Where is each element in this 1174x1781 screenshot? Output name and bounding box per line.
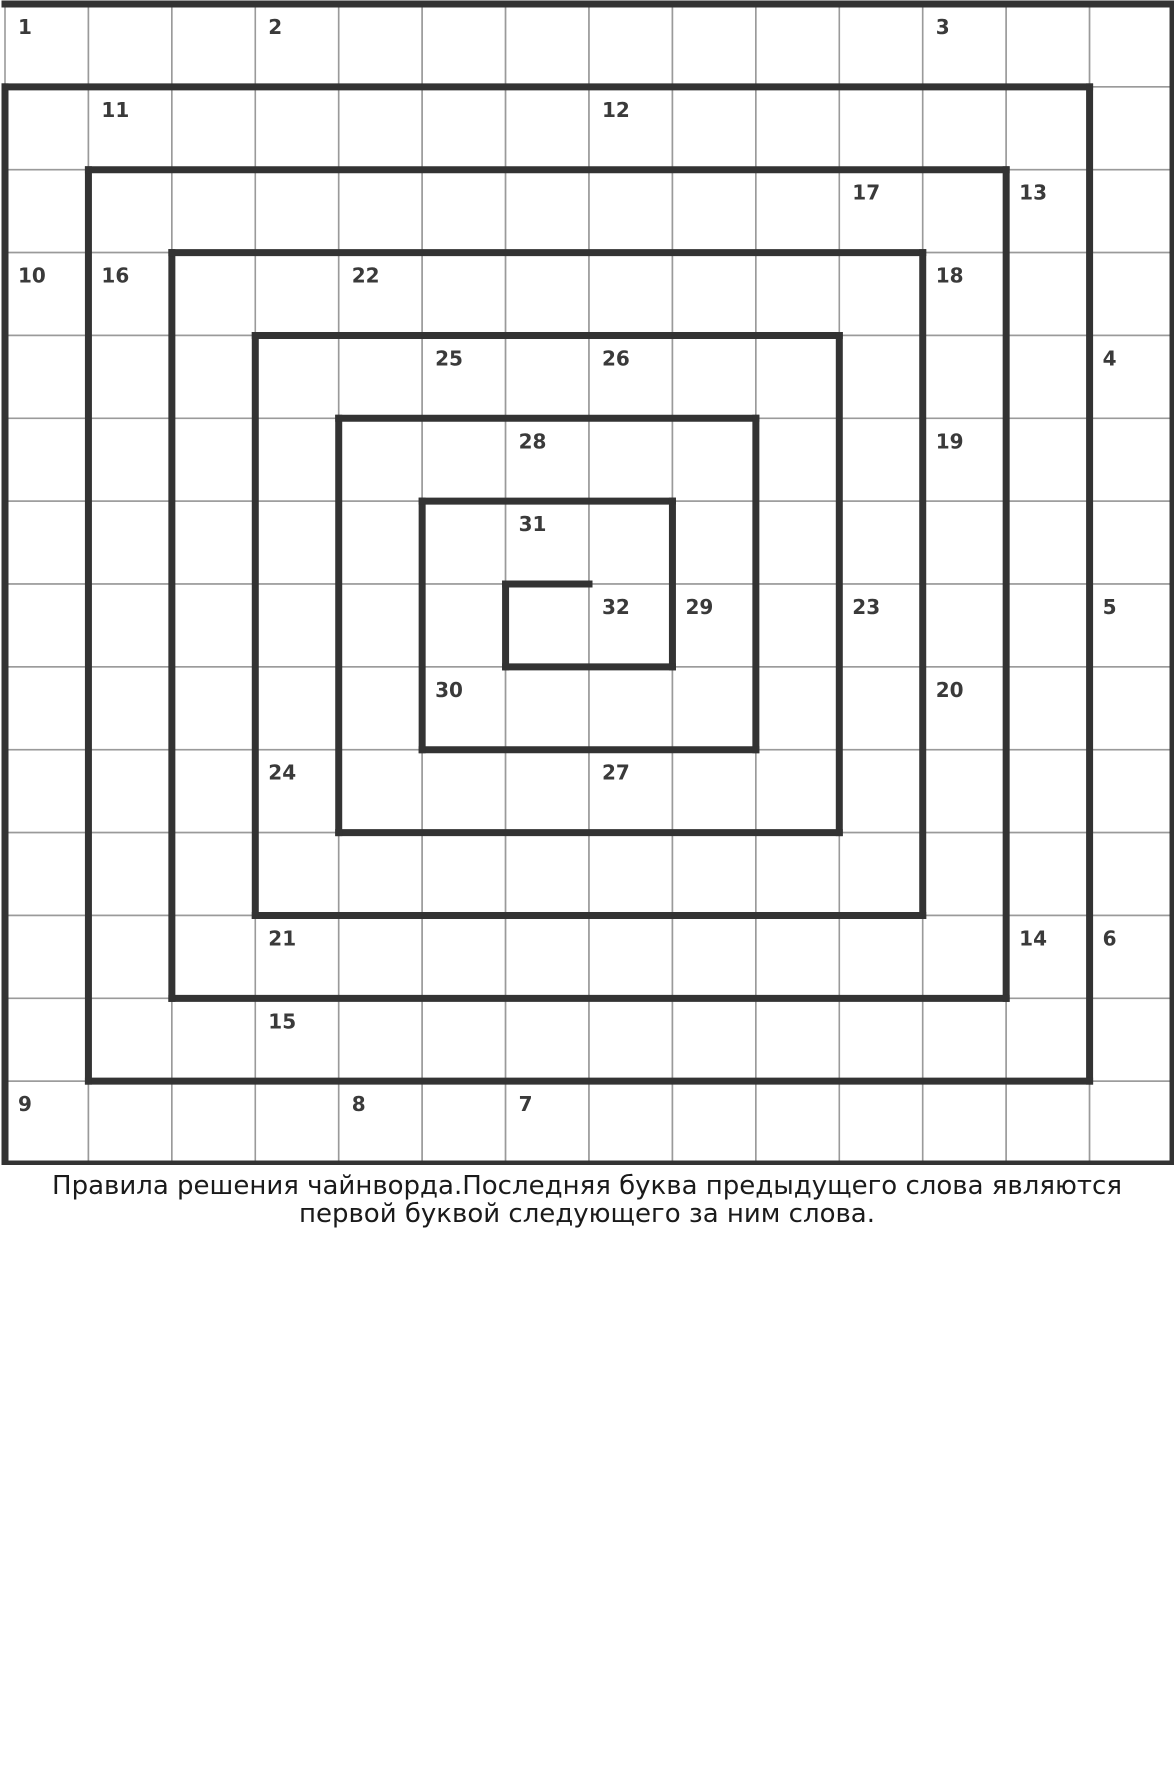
grid-cell[interactable] <box>255 418 338 501</box>
grid-cell[interactable] <box>589 833 672 916</box>
grid-cell[interactable] <box>422 750 505 833</box>
grid-cell[interactable] <box>923 750 1006 833</box>
grid-cell[interactable] <box>5 170 88 253</box>
grid-cell[interactable] <box>589 915 672 998</box>
grid-cell[interactable] <box>88 750 171 833</box>
grid-cell[interactable] <box>839 833 922 916</box>
grid-cell[interactable] <box>422 584 505 667</box>
grid-cell[interactable] <box>1090 253 1173 336</box>
grid-cell[interactable] <box>172 998 255 1081</box>
grid-cell[interactable] <box>506 750 589 833</box>
grid-cell[interactable] <box>1090 87 1173 170</box>
grid-cell[interactable] <box>5 998 88 1081</box>
cell-number: 11 <box>101 97 130 122</box>
grid-cell[interactable] <box>672 335 755 418</box>
cell-number: 21 <box>268 926 297 951</box>
grid-cell[interactable] <box>339 170 422 253</box>
grid-cell[interactable] <box>1090 4 1173 87</box>
grid-cell[interactable] <box>839 667 922 750</box>
grid-cell[interactable] <box>1090 501 1173 584</box>
grid-cell[interactable] <box>1006 750 1089 833</box>
cell-number: 9 <box>18 1092 32 1117</box>
grid-cell[interactable] <box>255 1081 338 1164</box>
grid-cell[interactable] <box>1006 833 1089 916</box>
grid-cell[interactable] <box>756 87 839 170</box>
grid-cell[interactable] <box>172 915 255 998</box>
grid-cell[interactable] <box>506 833 589 916</box>
grid-cell[interactable] <box>339 584 422 667</box>
grid-cell[interactable] <box>923 170 1006 253</box>
grid-cell[interactable] <box>1090 667 1173 750</box>
cell-number: 22 <box>351 263 380 288</box>
grid-cell[interactable] <box>672 915 755 998</box>
grid-cell[interactable] <box>589 4 672 87</box>
cell-number: 27 <box>602 760 630 785</box>
grid-cell[interactable] <box>923 584 1006 667</box>
grid-cell[interactable] <box>672 501 755 584</box>
grid-cell[interactable] <box>422 418 505 501</box>
grid-cell[interactable] <box>339 750 422 833</box>
grid-cell[interactable] <box>255 87 338 170</box>
grid-cell[interactable] <box>88 335 171 418</box>
grid-cell[interactable] <box>1006 584 1089 667</box>
grid-cell[interactable] <box>506 87 589 170</box>
grid-cell[interactable] <box>1006 4 1089 87</box>
grid-cell[interactable] <box>1090 750 1173 833</box>
grid-cell[interactable] <box>422 1081 505 1164</box>
grid-cell[interactable] <box>5 418 88 501</box>
grid-cell[interactable] <box>88 915 171 998</box>
grid-cell[interactable] <box>255 833 338 916</box>
cell-number: 10 <box>18 263 46 288</box>
grid-cell[interactable] <box>5 584 88 667</box>
cell-number: 8 <box>351 1092 366 1117</box>
grid-cell[interactable] <box>5 915 88 998</box>
grid-cell[interactable] <box>1090 833 1173 916</box>
grid-cell[interactable] <box>255 667 338 750</box>
grid-cell[interactable] <box>923 335 1006 418</box>
grid-cell[interactable] <box>672 833 755 916</box>
grid-cell[interactable] <box>506 584 589 667</box>
grid-cell[interactable] <box>839 998 922 1081</box>
grid-cell[interactable] <box>88 1081 171 1164</box>
grid-cell[interactable] <box>255 170 338 253</box>
grid-cell[interactable] <box>422 170 505 253</box>
grid-cell[interactable] <box>839 253 922 336</box>
grid-cell[interactable] <box>589 418 672 501</box>
cell-number: 1 <box>18 15 32 39</box>
grid-cell[interactable] <box>422 501 505 584</box>
grid-cell[interactable] <box>506 667 589 750</box>
grid-cell[interactable] <box>1090 998 1173 1081</box>
cell-number: 23 <box>852 595 881 620</box>
cell-number: 15 <box>268 1009 297 1034</box>
cell-number: 16 <box>101 263 130 288</box>
grid-cell[interactable] <box>756 501 839 584</box>
grid-cell[interactable] <box>339 998 422 1081</box>
cell-number: 14 <box>1019 926 1048 951</box>
grid-cell[interactable] <box>839 501 922 584</box>
grid-cell[interactable] <box>756 915 839 998</box>
grid-cell[interactable] <box>923 87 1006 170</box>
grid-cell[interactable] <box>839 750 922 833</box>
grid-cell[interactable] <box>255 501 338 584</box>
cell-number: 7 <box>518 1092 533 1117</box>
grid-cell[interactable] <box>672 998 755 1081</box>
grid-cell[interactable] <box>672 4 755 87</box>
grid-cell[interactable] <box>589 253 672 336</box>
grid-cell[interactable] <box>756 584 839 667</box>
grid-cell[interactable] <box>672 750 755 833</box>
grid-cell[interactable] <box>672 667 755 750</box>
grid-cell[interactable] <box>506 170 589 253</box>
grid-cell[interactable] <box>923 501 1006 584</box>
grid-cell[interactable] <box>589 501 672 584</box>
grid-cell[interactable] <box>255 335 338 418</box>
grid-cell[interactable] <box>339 915 422 998</box>
cell-number: 24 <box>268 760 297 785</box>
cell-number: 31 <box>518 512 547 537</box>
grid-cell[interactable] <box>1006 1081 1089 1164</box>
grid-cell[interactable] <box>172 253 255 336</box>
grid-cell[interactable] <box>339 833 422 916</box>
grid-cell[interactable] <box>839 335 922 418</box>
grid-cell[interactable] <box>88 833 171 916</box>
grid-cell[interactable] <box>1090 1081 1173 1164</box>
grid-cell[interactable] <box>339 667 422 750</box>
grid-cell[interactable] <box>339 418 422 501</box>
grid-cell[interactable] <box>339 87 422 170</box>
grid-cell[interactable] <box>5 667 88 750</box>
grid-cell[interactable] <box>255 253 338 336</box>
grid-cell[interactable] <box>1006 87 1089 170</box>
grid-cell[interactable] <box>1006 418 1089 501</box>
grid-cell[interactable] <box>756 418 839 501</box>
grid-cell[interactable] <box>1006 667 1089 750</box>
grid-cell[interactable] <box>5 87 88 170</box>
cell-number: 3 <box>935 15 950 39</box>
cell-number: 30 <box>435 677 463 702</box>
cell-number: 17 <box>852 180 881 205</box>
grid-cell[interactable] <box>88 998 171 1081</box>
grid-cell[interactable] <box>506 253 589 336</box>
grid-cell[interactable] <box>506 915 589 998</box>
grid-cell[interactable] <box>672 418 755 501</box>
cell-number: 2 <box>268 15 283 39</box>
grid-cell[interactable] <box>923 998 1006 1081</box>
grid-cell[interactable] <box>422 998 505 1081</box>
grid-cell[interactable] <box>839 4 922 87</box>
grid-cell[interactable] <box>589 1081 672 1164</box>
rules-text: Правила решения чайнворда.Последняя буква предыдущего слова являются первой буквой следующего за ним слова. <box>52 1171 1122 1229</box>
grid-cell[interactable] <box>88 418 171 501</box>
grid-cell[interactable] <box>839 418 922 501</box>
grid-cell[interactable] <box>923 833 1006 916</box>
grid-cell[interactable] <box>589 170 672 253</box>
grid-cell[interactable] <box>422 833 505 916</box>
grid-cell[interactable] <box>88 4 171 87</box>
grid-cell[interactable] <box>172 501 255 584</box>
grid-cell[interactable] <box>589 998 672 1081</box>
cell-number: 12 <box>602 97 630 122</box>
grid-cell[interactable] <box>756 998 839 1081</box>
grid-cell[interactable] <box>1006 501 1089 584</box>
grid-cell[interactable] <box>172 87 255 170</box>
grid-cell[interactable] <box>1006 998 1089 1081</box>
grid-cell[interactable] <box>339 335 422 418</box>
grid-cell[interactable] <box>839 87 922 170</box>
grid-cell[interactable] <box>422 915 505 998</box>
grid-cell[interactable] <box>756 667 839 750</box>
cell-number: 28 <box>518 429 547 454</box>
cell-number: 4 <box>1102 346 1117 371</box>
grid-cell[interactable] <box>172 833 255 916</box>
grid-cell[interactable] <box>589 667 672 750</box>
grid-cell[interactable] <box>506 335 589 418</box>
cell-number: 5 <box>1102 595 1117 620</box>
grid-cell[interactable] <box>672 87 755 170</box>
grid-cell[interactable] <box>672 253 755 336</box>
cell-number: 19 <box>935 429 964 454</box>
grid-cell[interactable] <box>172 418 255 501</box>
grid-cell[interactable] <box>172 4 255 87</box>
grid-cell[interactable] <box>839 1081 922 1164</box>
grid-cell[interactable] <box>756 335 839 418</box>
grid-cell[interactable] <box>88 584 171 667</box>
grid-cell[interactable] <box>756 170 839 253</box>
grid-cell[interactable] <box>5 750 88 833</box>
grid-cell[interactable] <box>1090 170 1173 253</box>
grid-cell[interactable] <box>422 87 505 170</box>
grid-cell[interactable] <box>339 501 422 584</box>
grid-cell[interactable] <box>5 833 88 916</box>
cell-number: 26 <box>602 346 630 371</box>
cell-number: 6 <box>1102 926 1117 951</box>
cell-number: 20 <box>935 677 964 702</box>
grid-cell[interactable] <box>1090 418 1173 501</box>
grid-cell[interactable] <box>756 253 839 336</box>
grid-cell[interactable] <box>5 501 88 584</box>
grid-cell[interactable] <box>756 833 839 916</box>
grid-cell[interactable] <box>756 4 839 87</box>
grid-cell[interactable] <box>422 253 505 336</box>
grid-cell[interactable] <box>506 4 589 87</box>
cell-number: 18 <box>935 263 964 288</box>
cell-number: 25 <box>435 346 463 371</box>
grid-cell[interactable] <box>88 170 171 253</box>
grid-cell[interactable] <box>923 915 1006 998</box>
grid-cell[interactable] <box>672 1081 755 1164</box>
grid-cell[interactable] <box>172 667 255 750</box>
cell-number: 29 <box>685 595 714 620</box>
grid-cell[interactable] <box>172 170 255 253</box>
cell-number: 32 <box>602 595 630 620</box>
grid-cell[interactable] <box>88 667 171 750</box>
grid-cell[interactable] <box>1006 253 1089 336</box>
grid-cell[interactable] <box>255 584 338 667</box>
grid-cell[interactable] <box>422 4 505 87</box>
grid-cell[interactable] <box>672 170 755 253</box>
grid-cell[interactable] <box>172 750 255 833</box>
grid-cell[interactable] <box>923 1081 1006 1164</box>
grid-cell[interactable] <box>756 1081 839 1164</box>
grid-cell[interactable] <box>172 335 255 418</box>
grid-cell[interactable] <box>339 4 422 87</box>
cell-number: 13 <box>1019 180 1048 205</box>
grid-cell[interactable] <box>756 750 839 833</box>
grid-cell[interactable] <box>172 584 255 667</box>
grid-cell[interactable] <box>506 998 589 1081</box>
grid-cell[interactable] <box>1006 335 1089 418</box>
grid-cell[interactable] <box>5 335 88 418</box>
grid-cell[interactable] <box>88 501 171 584</box>
grid-cell[interactable] <box>839 915 922 998</box>
grid-cell[interactable] <box>172 1081 255 1164</box>
